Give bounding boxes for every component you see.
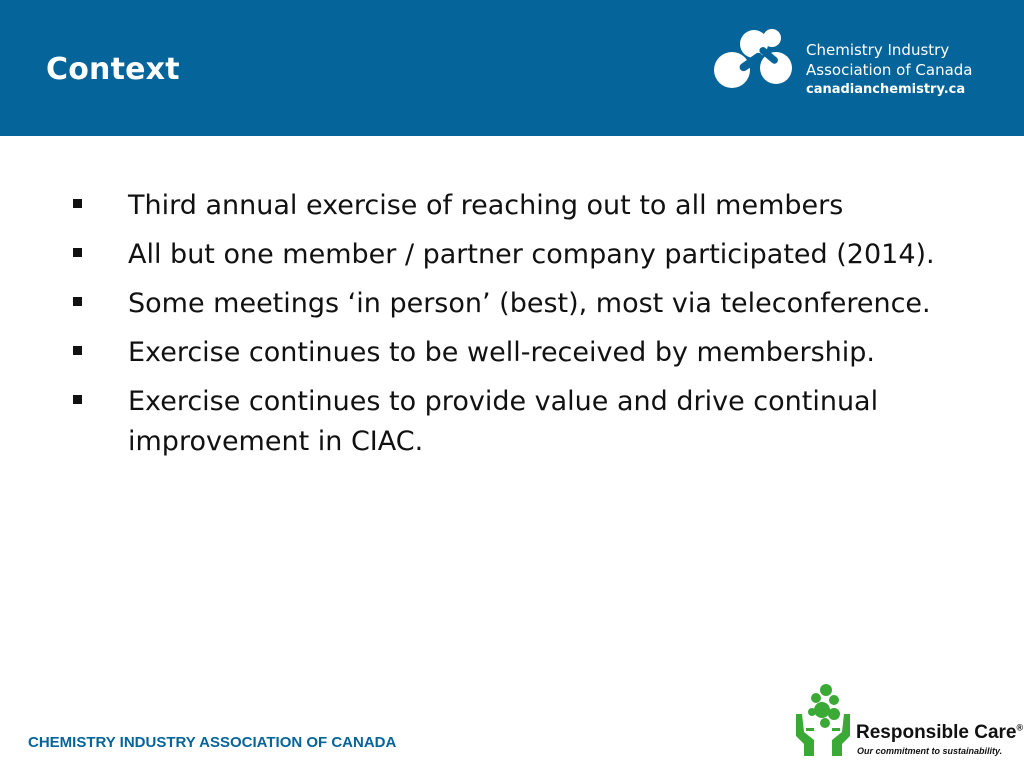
bullet-text: Some meetings ‘in person’ (best), most via teleconference. (128, 288, 931, 319)
bullet-text: All but one member / partner company participated (2014). (128, 239, 935, 270)
bullet-text: Exercise continues to provide value and drive continual improvement in CIAC. (128, 386, 879, 457)
square-bullet-icon (73, 199, 82, 208)
square-bullet-icon (73, 395, 82, 404)
bullet-item (70, 235, 970, 275)
logo-line-1: Chemistry Industry (806, 41, 950, 59)
bullet-item (70, 382, 970, 462)
responsible-care-tagline: Our commitment to sustainability. (857, 746, 1003, 756)
bullet-item (70, 186, 970, 226)
slide-header (0, 0, 1024, 136)
bullet-item (70, 284, 970, 324)
bullet-text: Third annual exercise of reaching out to all members (128, 190, 844, 221)
bullet-list (70, 186, 970, 471)
square-bullet-icon (73, 248, 82, 257)
bullet-item (70, 333, 970, 373)
footer-organization: CHEMISTRY INDUSTRY ASSOCIATION OF CANADA (28, 734, 397, 751)
responsible-care-hands-icon (792, 682, 854, 758)
square-bullet-icon (73, 297, 82, 306)
responsible-care-logo (792, 682, 1024, 762)
bullet-text: Exercise continues to be well-received by membership. (128, 337, 875, 368)
logo-line-2: Association of Canada (806, 61, 973, 79)
ciac-logo-icon (714, 24, 798, 94)
ciac-logo-text (806, 40, 972, 100)
slide-title: Context (46, 52, 180, 87)
responsible-care-title: Responsible Care® (856, 722, 1024, 743)
square-bullet-icon (73, 346, 82, 355)
logo-url: canadianchemistry.ca (806, 82, 966, 97)
